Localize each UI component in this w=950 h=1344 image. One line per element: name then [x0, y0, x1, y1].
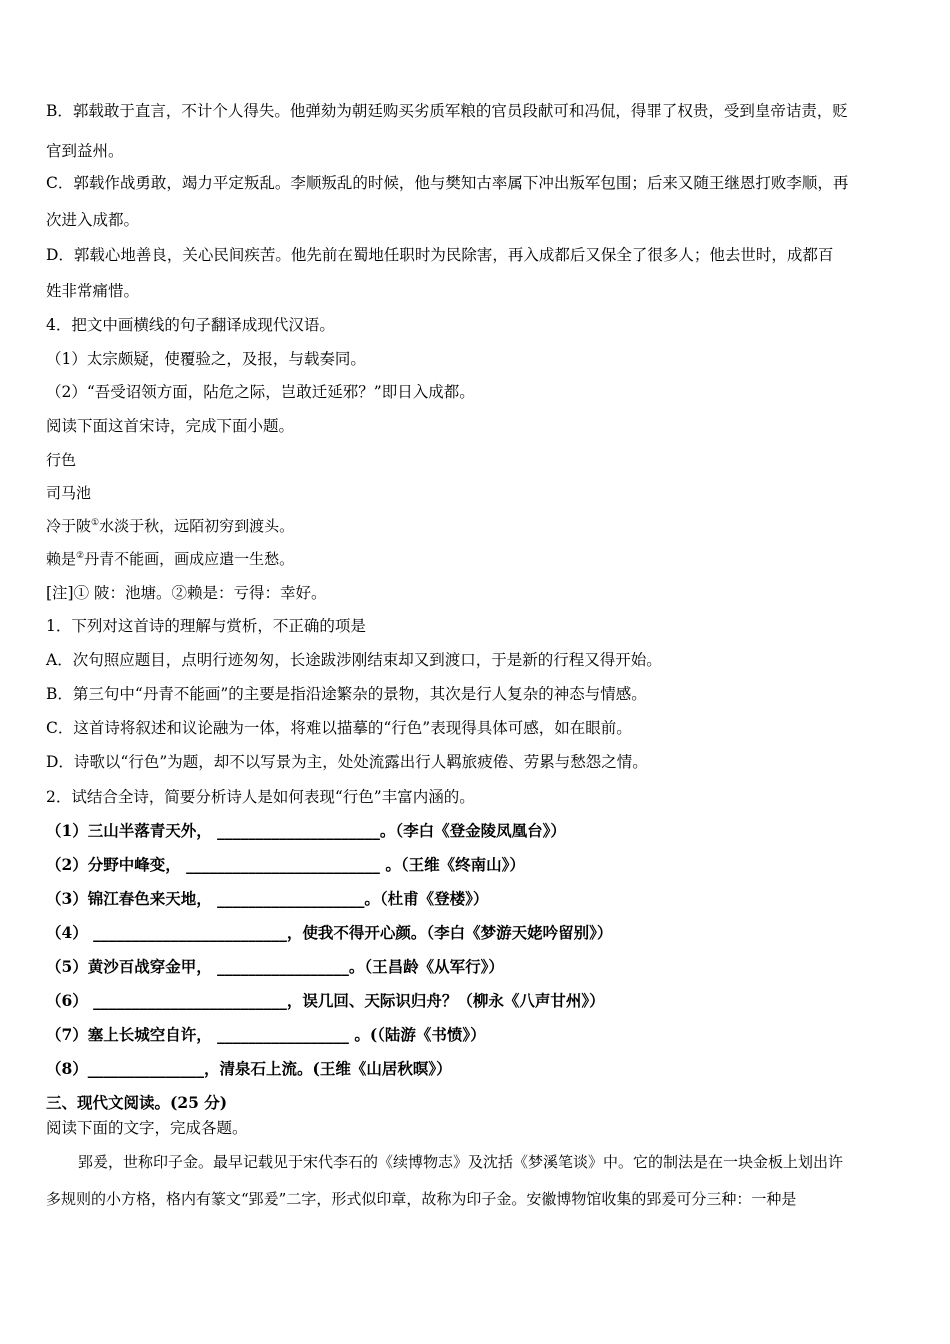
poem-author: 司马池 — [46, 484, 92, 502]
fill-blank-7: （7）塞上长城空自许， _________________ 。(（陆游《书愤》） — [46, 1025, 486, 1044]
option-b-line-2: 官到益州。 — [46, 142, 124, 160]
poem-option-b: B．第三句中“丹青不能画”的主要是指沿途繁杂的景物，其次是行人复杂的神态与情感。 — [46, 685, 647, 703]
option-d-line-2: 姓非常痛惜。 — [46, 282, 140, 300]
footnote-mark-2: ② — [76, 551, 85, 561]
option-b-line-1: B．郭载敢于直言，不计个人得失。他弹劾为朝廷购买劣质军粮的官员段献可和冯侃，得罪了权贵，受到皇帝诘责，贬 — [46, 102, 848, 120]
section-3-heading: 三、现代文阅读。(25 分) — [46, 1093, 228, 1112]
fill-blank-2: （2）分野中峰变， _________________________ 。（王维《终南山》） — [46, 855, 525, 874]
option-c-line-1: C．郭载作战勇敢，竭力平定叛乱。李顺叛乱的时候，他与樊知古率属下冲出叛军包围；后来又随王继恩打败李顺，再 — [46, 174, 849, 192]
passage-line-1: 郢爰，世称印子金。最早记载见于宋代李石的《续博物志》及沈括《梦溪笔谈》中。它的制法是在一块金板上划出许 — [78, 1153, 844, 1171]
question-4-sentence-2: （2）“吾受诏领方面，阽危之际，岂敢迁延邪？”即日入成都。 — [46, 383, 475, 401]
poem-option-d: D．诗歌以“行色”为题，却不以写景为主，处处流露出行人羁旅疲倦、劳累与愁怨之情。 — [46, 753, 648, 771]
poem-intro: 阅读下面这首宋诗，完成下面小题。 — [46, 417, 295, 435]
fill-blank-6: （6） _________________________，误几回、天际识归舟？（柳永《八声甘州》） — [46, 991, 605, 1010]
fill-blank-5: （5）黄沙百战穿金甲， _________________。（王昌龄《从军行》） — [46, 957, 504, 976]
fill-blank-3: （3）锦江春色来天地， ___________________。（杜甫《登楼》） — [46, 889, 489, 908]
question-4-stem: 4．把文中画横线的句子翻译成现代汉语。 — [46, 316, 335, 334]
fill-blank-8: （8）_______________，清泉石上流。(王维《山居秋暝》） — [46, 1059, 452, 1078]
poem-line-1 — [46, 516, 294, 536]
poem-note: [注]① 陂：池塘。②赖是：亏得：幸好。 — [46, 584, 327, 602]
section-3-intro: 阅读下面的文字，完成各题。 — [46, 1119, 248, 1137]
fill-blank-4: （4） _________________________，使我不得开心颜。（李白《梦游天姥吟留别》） — [46, 923, 613, 942]
poem-question-2: 2．试结合全诗，简要分析诗人是如何表现“行色”丰富内涵的。 — [46, 788, 475, 806]
fill-blank-1: （1）三山半落青天外， _____________________。（李白《登金陵凤凰台》） — [46, 821, 566, 840]
poem-option-a: A．次句照应题目，点明行迹匆匆，长途跋涉刚结束却又到渡口，于是新的行程又得开始。 — [46, 651, 662, 669]
poem-line-1-part-b: 水淡于秋，远陌初穷到渡头。 — [99, 517, 295, 535]
poem-line-2 — [46, 549, 294, 569]
poem-question-1-stem: 1．下列对这首诗的理解与赏析，不正确的项是 — [46, 617, 366, 635]
question-4-sentence-1: （1）太宗颇疑，使覆验之，及报，与载奏同。 — [46, 350, 366, 368]
poem-line-1-part-a: 冷于陂 — [46, 517, 92, 535]
poem-option-c: C．这首诗将叙述和议论融为一体，将难以描摹的“行色”表现得具体可感，如在眼前。 — [46, 719, 632, 737]
option-d-line-1: D．郭载心地善良，关心民间疾苦。他先前在蜀地任职时为民除害，再入成都后又保全了很多人；他去世时，成都百 — [46, 246, 834, 264]
passage-line-2: 多规则的小方格，格内有篆文“郢爰”二字，形式似印章，故称为印子金。安徽博物馆收集的郢爰可分三种：一种是 — [46, 1190, 797, 1208]
footnote-mark-1: ① — [91, 518, 100, 528]
option-c-line-2: 次进入成都。 — [46, 211, 140, 229]
poem-line-2-part-b: 丹青不能画，画成应遣一生愁。 — [84, 550, 295, 568]
poem-title: 行色 — [46, 451, 77, 469]
poem-line-2-part-a: 赖是 — [46, 550, 77, 568]
